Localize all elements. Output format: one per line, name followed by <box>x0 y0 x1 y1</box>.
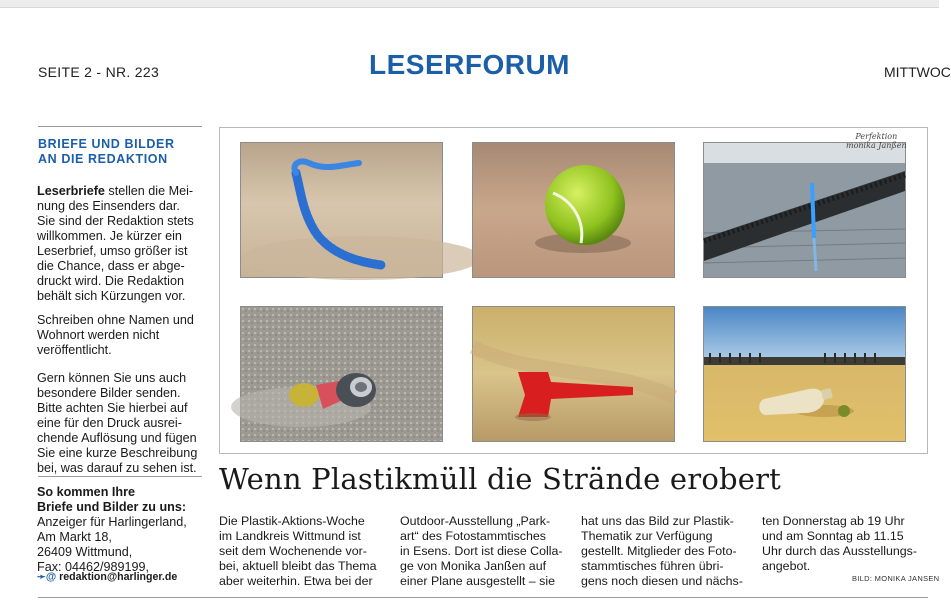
contact-block: So kommen Ihre Briefe und Bilder zu uns: Anzeiger für Harlingerland, Am Markt 18, 26409 Wittmund, Fax: 04462/989199, <box>37 485 187 574</box>
leserbriefe-bold: Leserbriefe <box>37 184 105 198</box>
sidebar-paragraph-3: Gern können Sie uns auch besondere Bilder senden. Bitte achten Sie hierbei auf eine für den Druck ausrei- chende Auflösung und fügen Sie eine kurze Beschreibung bei, was darauf zu sehen ist. <box>37 371 198 475</box>
sidebar-top-rule <box>38 126 202 127</box>
photo-tennis-ball <box>472 142 675 278</box>
browser-top-band <box>0 0 939 8</box>
email-arrow-icon: ➛@ <box>37 571 57 583</box>
photo-credit: BILD: MONIKA JANSEN <box>852 574 940 583</box>
email-line <box>37 571 177 583</box>
sidebar-heading <box>38 137 208 167</box>
photo-plastic-bottle <box>703 306 906 442</box>
footer-rule <box>38 597 928 598</box>
article-column-4: ten Donnerstag ab 19 Uhr und am Sonntag ab 11.15 Uhr durch das Ausstellungs- angebot. <box>762 514 917 573</box>
photo-crushed-cans <box>240 306 443 442</box>
photo-blue-spiral <box>240 142 443 278</box>
sidebar-heading-line1: BRIEFE UND BILDER <box>38 137 175 151</box>
article-column-2: Outdoor-Ausstellung „Park- art“ des Fotostammtisches in Esens. Dort ist diese Colla- ge von Monika Janßen auf einer Plane ausgestellt – sie <box>400 514 563 588</box>
watermark-signature: Perfektion monika Janßen <box>846 132 907 150</box>
photo-groyne <box>703 142 906 278</box>
sidebar-mid-rule <box>38 476 202 477</box>
section-title: LESERFORUM <box>369 49 570 80</box>
article-column-3: hat uns das Bild zur Plastik- Thematik zur Verfügung gestellt. Mitglieder des Foto- stammtisches führen übri- gens noch diesen und nächs- <box>581 514 743 588</box>
date-line: MITTWOC <box>884 64 951 80</box>
article-headline: Wenn Plastikmüll die Strände erobert <box>219 462 782 496</box>
page-info: SEITE 2 - NR. 223 <box>38 64 160 80</box>
sidebar-paragraph-2: Schreiben ohne Namen und Wohnort werden nicht veröffentlicht. <box>37 313 194 357</box>
sidebar-heading-line2: AN DIE REDAKTION <box>38 152 168 166</box>
photo-red-peg <box>472 306 675 442</box>
email-link[interactable]: redaktion@harlinger.de <box>59 571 178 583</box>
photo-collage <box>219 127 928 454</box>
article-column-1: Die Plastik-Aktions-Woche im Landkreis Wittmund ist seit dem Wochenende vor- bei, aktuell bleibt das Thema aber weiterhin. Etwa bei der <box>219 514 377 588</box>
sidebar-paragraph-1: Leserbriefe stellen die Mei- nung des Einsenders dar. Sie sind der Redaktion stets willkommen. Je kürzer ein Leserbrief, umso größer ist die Chance, dass er abge- druckt wird. Die Redaktion behält sich Kürzungen vor. <box>37 184 194 303</box>
